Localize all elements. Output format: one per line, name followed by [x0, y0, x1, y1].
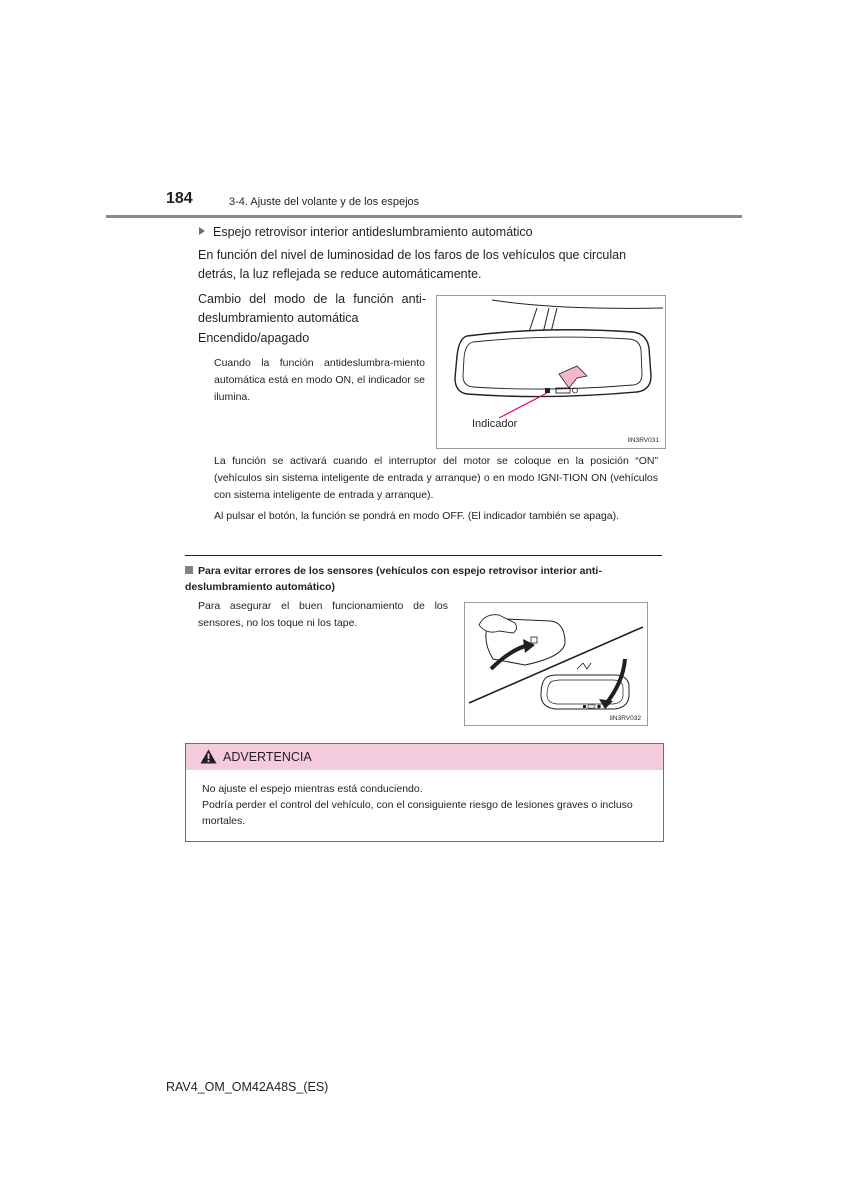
- section-title: 3-4. Ajuste del volante y de los espejos: [229, 196, 420, 208]
- section-divider: [185, 555, 662, 556]
- warning-header: [186, 744, 663, 770]
- warning-body: [202, 781, 657, 829]
- mirror-sensor-illustration: [465, 603, 647, 725]
- onoff-title: Encendido/apagado: [198, 331, 310, 345]
- activation-note: La función se activará cuando el interruptor del motor se coloque en la posición “ON” (vehículos sin sistema inteligente de entrada y arranque) o en modo IGNI-TION ON (vehículos con sistema inteligente de entrada y arranque).: [214, 455, 658, 501]
- sensor-paragraph: Para asegurar el buen funcionamiento de los sensores, no los toque ni los tape.: [198, 600, 448, 629]
- intro-paragraph: En función del nivel de luminosidad de los faros de los vehículos que circulan detrás, la luz reflejada se reduce automáticamente.: [198, 248, 627, 281]
- mirror-indicator-figure: [436, 295, 666, 449]
- mirror-sensor-figure: [464, 602, 648, 726]
- warning-triangle-icon: [200, 749, 217, 764]
- warning-title: ADVERTENCIA: [223, 750, 312, 764]
- figure-code: IIN3RV032: [609, 715, 641, 722]
- indicator-label: Indicador: [472, 418, 518, 430]
- square-bullet-icon: [185, 566, 193, 574]
- button-note: Al pulsar el botón, la función se pondrá en modo OFF. (El indicador también se apaga).: [214, 510, 620, 522]
- onoff-description: Cuando la función antideslumbra-miento automática está en modo ON, el indicador se ilumina.: [214, 357, 425, 403]
- warning-box: [185, 743, 664, 842]
- warning-line: Podría perder el control del vehículo, con el consiguiente riesgo de lesiones graves o incluso mortales.: [202, 799, 633, 827]
- triangle-bullet-icon: [199, 227, 205, 235]
- subheading: [199, 225, 533, 239]
- page-number: 184: [166, 190, 193, 207]
- warning-line: No ajuste el espejo mientras está conduciendo.: [202, 783, 423, 795]
- sensor-heading-text: Para evitar errores de los sensores (vehículos con espejo retrovisor interior anti-deslumbramiento automático): [185, 565, 602, 593]
- mode-change-title: Cambio del modo de la función anti-deslumbramiento automática: [198, 292, 426, 325]
- subheading-text: Espejo retrovisor interior antideslumbramiento automático: [213, 225, 533, 239]
- document-code: RAV4_OM_OM42A48S_(ES): [166, 1080, 329, 1094]
- sensor-heading: [185, 563, 662, 595]
- figure-code: IIN3RV031: [627, 437, 659, 444]
- header-divider: [106, 215, 742, 218]
